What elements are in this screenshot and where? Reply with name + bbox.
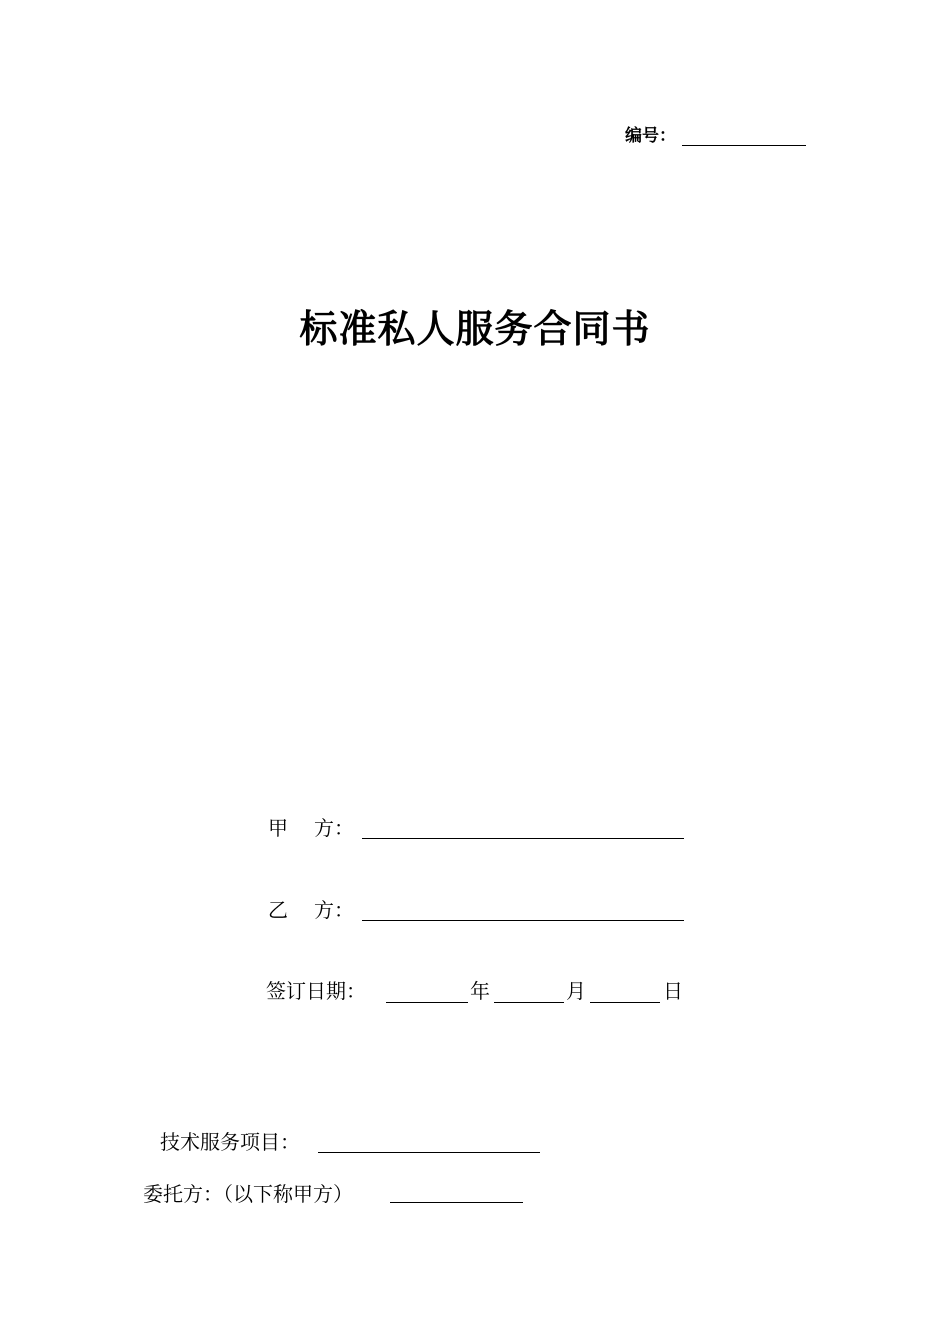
document-title: 标准私人服务合同书 (299, 306, 651, 351)
year-label: 年 (470, 979, 490, 1003)
sign-date-label: 签订日期： (266, 979, 366, 1003)
year-blank (386, 1002, 468, 1003)
client-blank (390, 1202, 523, 1203)
month-label: 月 (566, 979, 586, 1003)
party-a-label (268, 814, 354, 842)
party-a-char: 甲 (268, 816, 288, 840)
client-label: 委托方：（以下称甲方） (143, 1182, 353, 1206)
service-project-label: 技术服务项目： (160, 1130, 300, 1154)
month-blank (494, 1002, 564, 1003)
serial-number-blank (682, 145, 806, 146)
party-a-suffix: 方： (314, 816, 354, 840)
day-label: 日 (663, 979, 683, 1003)
party-b-label (268, 896, 354, 924)
party-b-char: 乙 (268, 898, 288, 922)
party-b-blank (362, 920, 684, 921)
serial-number-label: 编号： (625, 126, 676, 146)
party-a-blank (362, 838, 684, 839)
party-b-suffix: 方： (314, 898, 354, 922)
service-project-blank (318, 1152, 540, 1153)
day-blank (590, 1002, 660, 1003)
